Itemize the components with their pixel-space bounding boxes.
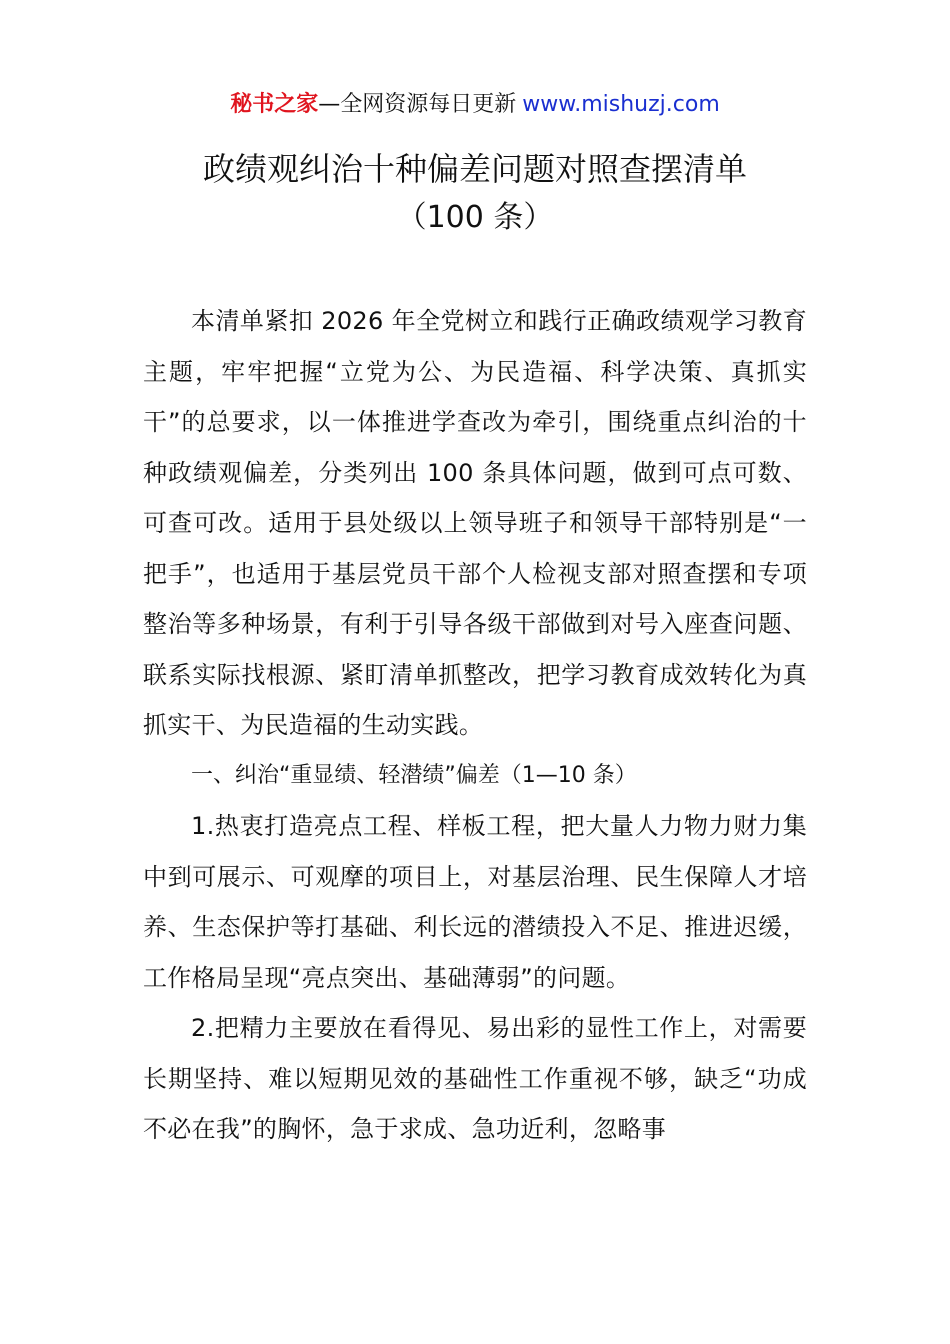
section-heading: 一、纠治“重显绩、轻潜绩”偏差（1—10 条） — [191, 762, 637, 788]
document-subtitle: （100 条） — [396, 200, 554, 235]
header-tagline: —全网资源每日更新 — [318, 92, 517, 117]
list-item: 2.把精力主要放在看得见、易出彩的显性工作上，对需要长期坚持、难以短期见效的基础性工作重视不够，缺乏“功成不必在我”的胸怀，急于求成、急功近利，忽略事 — [143, 1014, 807, 1143]
list-item: 1.热衷打造亮点工程、样板工程，把大量人力物力财力集中到可展示、可观摩的项目上，对基层治理、民生保障人才培养、生态保护等打基础、利长远的潜绩投入不足、推进迟缓，工作格局呈现“亮点突出、基础薄弱”的问题。 — [143, 812, 807, 992]
document-body — [143, 296, 807, 1155]
site-url-link[interactable]: www.mishuzj.com — [522, 92, 720, 117]
intro-paragraph: 本清单紧扣 2026 年全党树立和践行正确政绩观学习教育主题，牢牢把握“立党为公、为民造福、科学决策、真抓实干”的总要求，以一体推进学查改为牵引，围绕重点纠治的十种政绩观偏差，分类列出 100 条具体问题，做到可点可数、可查可改。适用于县处级以上领导班子和领导干部特别是“一把手”，也适用于基层党员干部个人检视支部对照查摆和专项整治等多种场景，有利于引导各级干部做到对号入座查问题、联系实际找根源、紧盯清单抓整改，把学习教育成效转化为真抓实干、为民造福的生动实践。 — [143, 307, 808, 739]
brand-name: 秘书之家 — [230, 92, 319, 117]
document-title: 政绩观纠治十种偏差问题对照查摆清单 — [202, 150, 747, 188]
site-header — [0, 88, 950, 122]
